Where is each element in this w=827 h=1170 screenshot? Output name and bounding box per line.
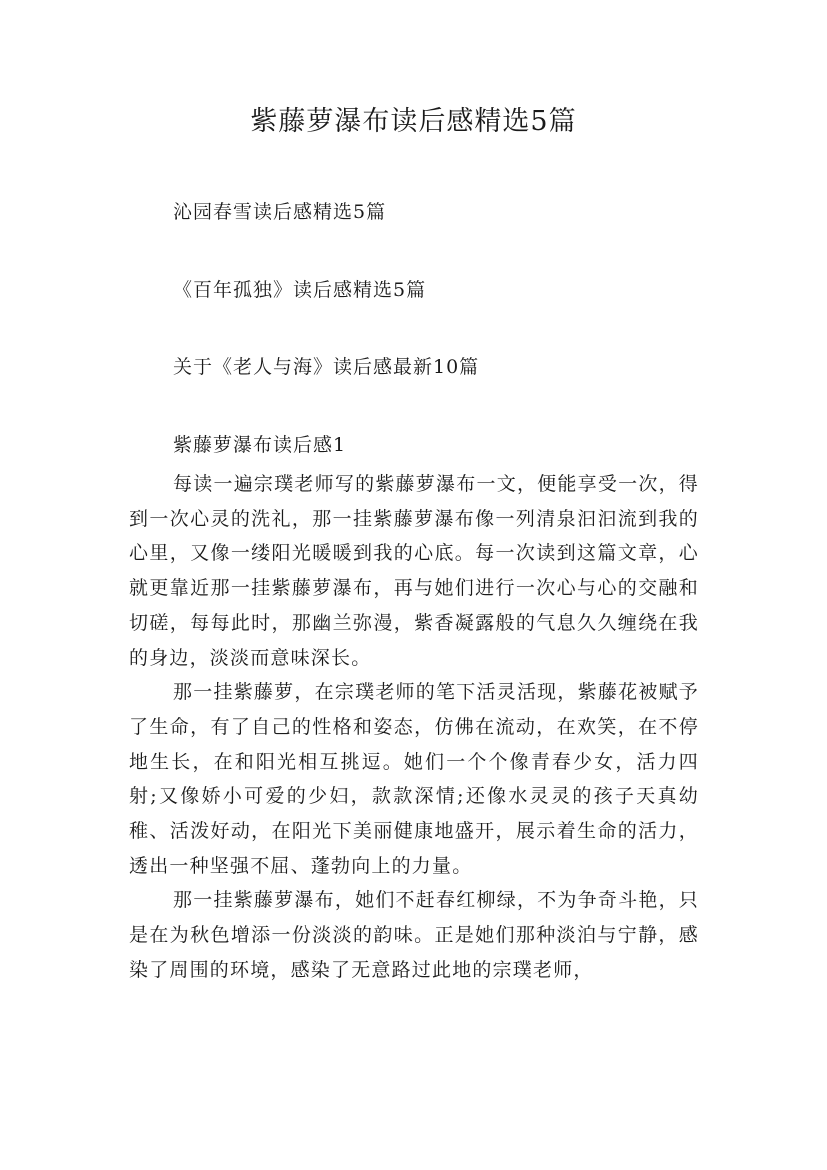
related-article-link[interactable]: 关于《老人与海》读后感最新10篇 <box>173 356 480 378</box>
article-body <box>129 467 699 988</box>
section-heading: 紫藤萝瀑布读后感1 <box>173 434 347 456</box>
paragraph: 每读一遍宗璞老师写的紫藤萝瀑布一文，便能享受一次，得到一次心灵的洗礼，那一挂紫藤萝瀑布像一列清泉汩汩流到我的心里，又像一缕阳光暖暖到我的心底。每一次读到这篇文章，心就更靠近那一挂紫藤萝瀑布，再与她们进行一次心与心的交融和切磋，每每此时，那幽兰弥漫，紫香凝露般的气息久久缠绕在我的身边，淡淡而意味深长。 <box>129 473 699 669</box>
related-article-link[interactable]: 《百年孤独》读后感精选5篇 <box>173 279 427 301</box>
paragraph: 那一挂紫藤萝，在宗璞老师的笔下活灵活现，紫藤花被赋予了生命，有了自己的性格和姿态，仿佛在流动，在欢笑，在不停地生长，在和阳光相互挑逗。她们一个个像青春少女，活力四射;又像娇小可爱的少妇，款款深情;还像水灵灵的孩子天真幼稚、活泼好动，在阳光下美丽健康地盛开，展示着生命的活力，透出一种坚强不屈、蓬勃向上的力量。 <box>129 681 699 877</box>
related-article-link[interactable]: 沁园春雪读后感精选5篇 <box>173 201 387 223</box>
document-title: 紫藤萝瀑布读后感精选5篇 <box>250 106 577 137</box>
paragraph: 那一挂紫藤萝瀑布，她们不赶春红柳绿，不为争奇斗艳，只是在为秋色增添一份淡淡的韵味。正是她们那种淡泊与宁静，感染了周围的环境，感染了无意路过此地的宗璞老师， <box>129 889 699 981</box>
